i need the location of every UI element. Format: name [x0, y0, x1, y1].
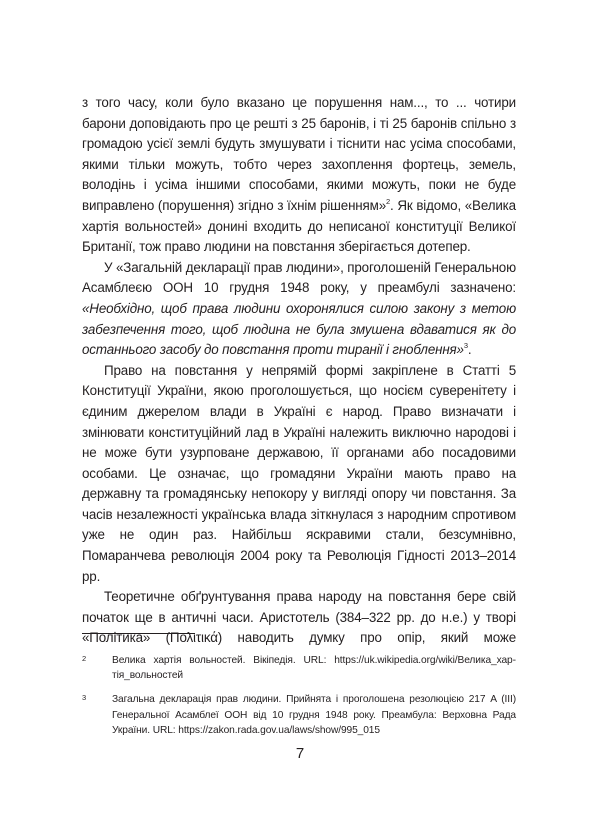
footnote-3	[82, 692, 516, 738]
paragraph-text: з того часу, коли було вказано це порушення нам..., то ... чотири барони доповідають про це решті з 25 баронів, і ті 25 баронів спільно з громадою усієї землі будуть змушувати і тіснити нас усіма способами, якими тільки можуть, тобто через захоплення фортець, земель, володінь і усіма іншими способами, якими можуть, поки не буде виправлено (порушення) згідно з їхнім рішенням»	[82, 95, 516, 213]
paragraph-constitution: Право на повстання у непрямій формі закріплене в Статті 5 Конституції України, якою проголошується, що носієм суверенітету і єдиним джерелом влади в Україні є народ. Право визначати і змінювати конституційний лад в Україні належить виключно народові і не може бути узурповане державою, її органами або посадовими особами. Це означає, що громадяни України мають право на державну та громадянську непокору у вигляді опору чи повстання. За часів незалежності українська влада зіткнулася з народним спротивом уже не один раз. Найбільш яскравими стали, безсумнівно, Помаранчева революція 2004 року та Революція Гідності 2013–2014 рр.	[82, 362, 516, 584]
footnote-mark: 2	[82, 654, 87, 663]
paragraph-continuation	[82, 93, 516, 258]
paragraph-text: .	[467, 342, 472, 358]
footnotes	[82, 653, 516, 747]
paragraph-declaration	[82, 258, 516, 361]
footnote-text: Велика хартія вольностей. Вікіпедія. URL: https://uk.wikipedia.org/wiki/Велика_хартія_вольностей	[112, 655, 516, 682]
footnote-ref-3[interactable]: 3	[463, 340, 468, 350]
footnote-text: Загальна декларація прав людини. Прийнята і проголошена резолюцією 217 A (III) Генеральної Асамблеї ООН від 10 грудня 1948 року. Преамбула: Верховна Рада України. URL: https://zakon.rada.gov.ua/laws/show/995_015	[112, 694, 516, 736]
paragraph-text: У «Загальній декларації прав людини», проголошеній Генеральною Асамблеєю ООН 10 грудня 1948 року, у преамбулі зазначено:	[82, 259, 516, 296]
footnote-2	[82, 653, 516, 683]
paragraph-aristotle: Теоретичне обґрунтування права народу на повстання бере свій початок ще в античні часи. Аристотель (384–322 рр. до н.е.) у творі «Політика» (Πολιτικά) наводить думку про опір, який може	[82, 589, 516, 646]
footnote-ref-2[interactable]: 2	[386, 196, 391, 206]
footnote-separator	[82, 633, 195, 634]
paragraph-text: . Як відомо, «Велика хартія вольностей» донині входить до неписаної конституції Великої Британії, тож право людини на повстання зберігається дотепер.	[82, 197, 516, 255]
footnote-mark: 3	[82, 693, 87, 703]
page-number: 7	[295, 745, 305, 762]
body-text	[82, 93, 516, 649]
quote-text: «Необхідно, щоб права людини охоронялися силою закону з метою забезпечення того, щоб людина не була змушена вдаватися як до останнього засобу до повстання проти тиранії і гноблення»	[82, 300, 516, 358]
